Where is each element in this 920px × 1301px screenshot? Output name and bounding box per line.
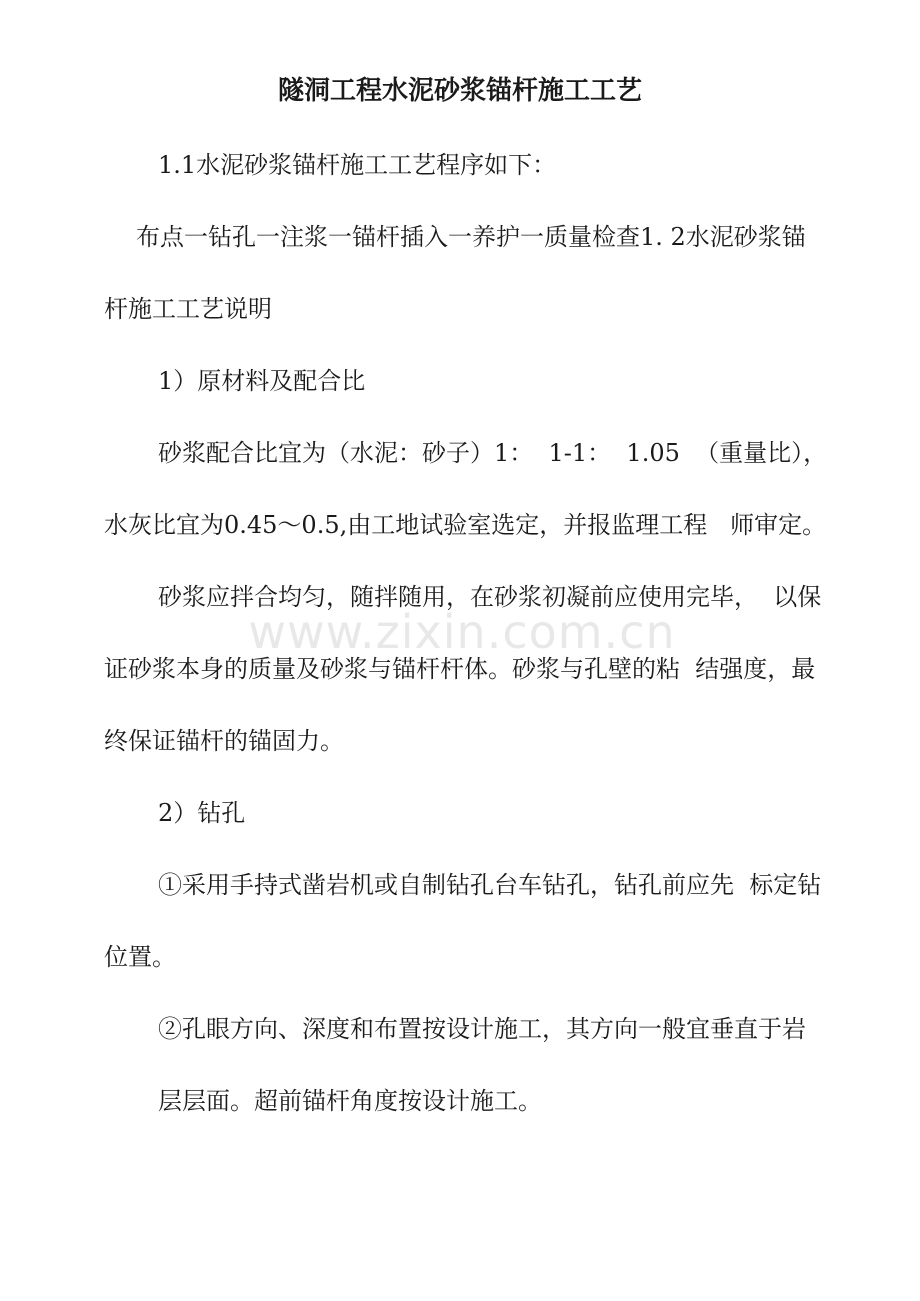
watermark: www.zixin.com.cn [248,605,676,659]
water-cement-ratio-line: 水灰比宜为0.45〜0.5,由工地试验室选定，并报监理工程 师审定。 [104,511,827,539]
mortar-quality-line: 证砂浆本身的质量及砂浆与锚杆杆体。砂浆与孔壁的粘 结强度，最 [104,655,816,683]
drilling-method-line-cont: 位置。 [104,943,176,971]
section-heading-1-1: 1.1水泥砂浆锚杆施工工艺程序如下： [158,151,557,179]
subheading-raw-materials: 1）原材料及配合比 [158,367,366,395]
document-title: 隧洞工程水泥砂浆锚杆施工工艺 [277,76,642,106]
hole-direction-line: ②孔眼方向、深度和布置按设计施工，其方向一般宜垂直于岩 [158,1015,806,1043]
process-sequence-line: 布点一钻孔一注浆一锚杆插入一养护一质量检查1. 2水泥砂浆锚 [136,223,806,251]
hole-direction-line-cont: 层层面。超前锚杆角度按设计施工。 [158,1087,542,1115]
anchorage-force-line: 终保证锚杆的锚固力。 [104,727,344,755]
subheading-drilling: 2）钻孔 [158,799,246,827]
mortar-mixing-line: 砂浆应拌合均匀，随拌随用，在砂浆初凝前应使用完毕， 以保 [158,583,822,611]
mix-ratio-line: 砂浆配合比宜为（水泥：砂子）1： 1-1： 1.05 （重量比）， [158,439,828,467]
process-sequence-line-cont: 杆施工工艺说明 [104,295,272,323]
drilling-method-line: ①采用手持式凿岩机或自制钻孔台车钻孔，钻孔前应先 标定钻 [158,871,822,899]
